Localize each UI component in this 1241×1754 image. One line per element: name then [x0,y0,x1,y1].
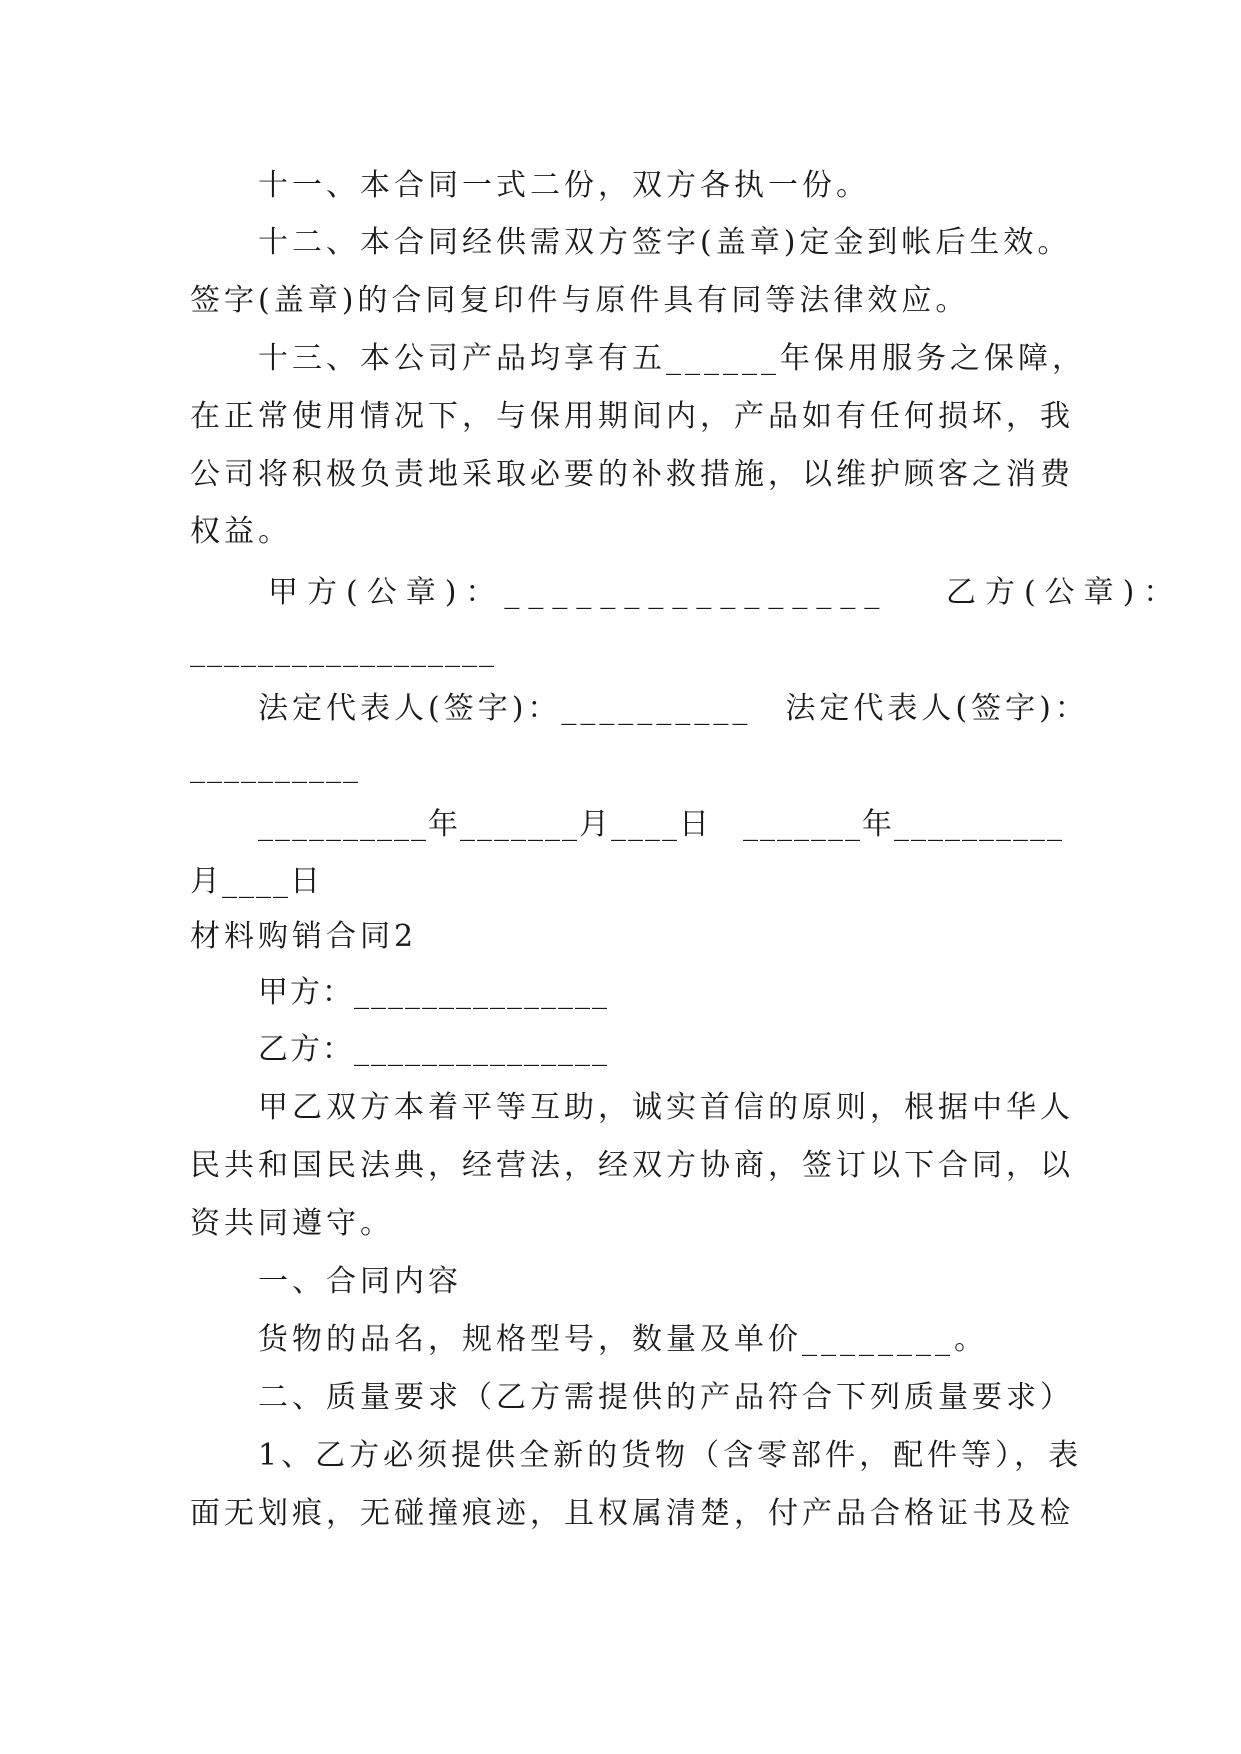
preamble-cont-2: 资共同遵守。 [190,1206,394,1241]
clause-13: 十三、本公司产品均享有五______年保用服务之保障， [258,341,1086,376]
clause-13-cont-2: 公司将积极负责地采取必要的补救措施，以维护顾客之消费 [190,457,1074,492]
legal-rep-blank: __________ [190,749,360,784]
clause-13-cont-3: 权益。 [190,514,292,549]
section-1-heading: 一、合同内容 [258,1264,462,1299]
section-2-item-1-cont: 面无划痕，无碰撞痕迹，且权属清楚，付产品合格证书及检 [190,1496,1074,1531]
section-2-item-1: 1、乙方必须提供全新的货物（含零部件，配件等），表 [258,1438,1083,1473]
clause-13-cont-1: 在正常使用情况下，与保用期间内，产品如有任何损坏，我 [190,399,1074,434]
preamble-cont-1: 民共和国民法典，经营法，经双方协商，签订以下合同，以 [190,1148,1074,1183]
party-a-line: 甲方：_______________ [258,975,609,1010]
section-2-heading: 二、质量要求（乙方需提供的产品符合下列质量要求） [258,1380,1074,1415]
date-line-cont: 月____日 [190,864,322,899]
date-line: __________年_______月____日 _______年__________ [258,807,1064,842]
clause-12: 十二、本合同经供需双方签字(盖章)定金到帐后生效。 [258,225,1072,260]
clause-11: 十一、本合同一式二份，双方各执一份。 [258,168,870,203]
section-1-content: 货物的品名，规格型号，数量及单价________。 [258,1322,988,1357]
clause-12-cont: 签字(盖章)的合同复印件与原件具有同等法律效应。 [190,283,970,318]
party-b-seal-blank: __________________ [190,633,496,668]
contract-2-title: 材料购销合同2 [190,919,418,954]
party-a-seal-line: 甲方(公章)：________________ 乙方(公章)： [268,575,1183,610]
preamble: 甲乙双方本着平等互助，诚实首信的原则，根据中华人 [258,1090,1074,1125]
party-b-line: 乙方：_______________ [258,1032,609,1067]
legal-rep-line: 法定代表人(签字)：__________ 法定代表人(签字)： [258,691,1089,726]
